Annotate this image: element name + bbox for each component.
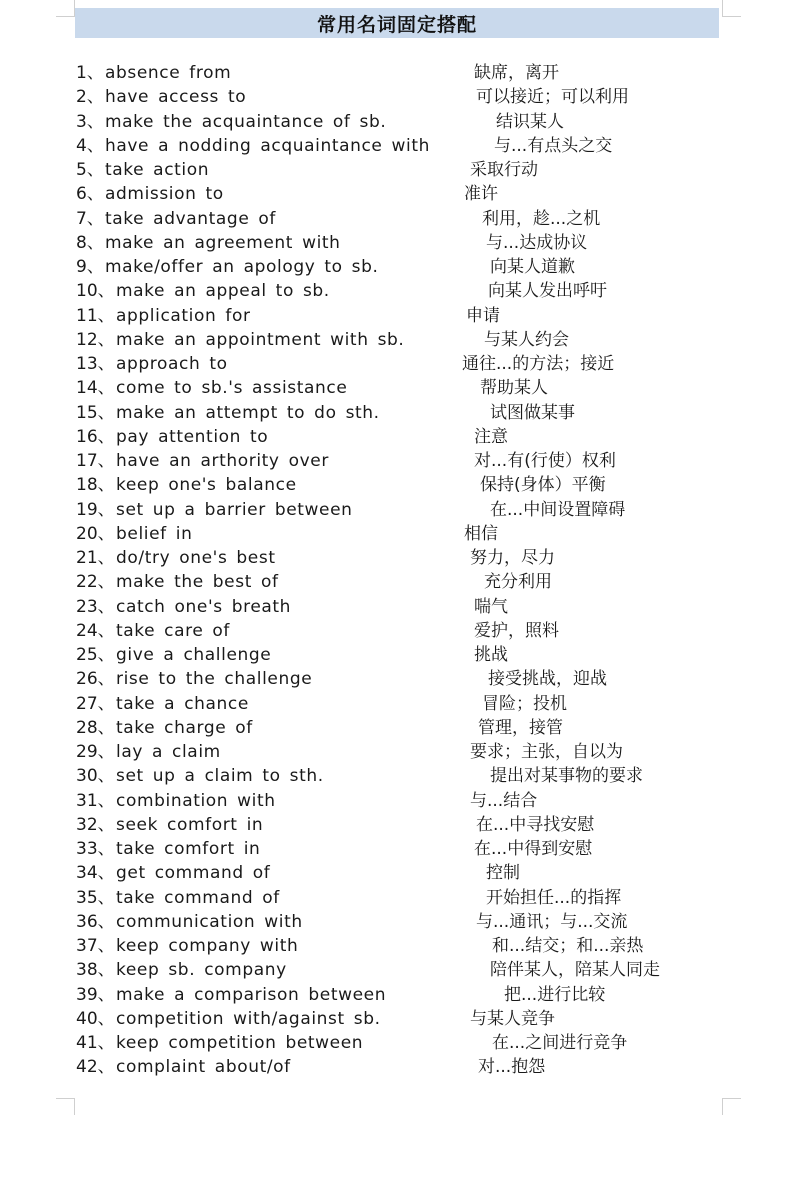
chinese-meaning: 采取行动 <box>470 160 538 180</box>
list-item <box>76 789 736 813</box>
list-item <box>76 522 736 546</box>
list-item <box>76 643 736 667</box>
english-phrase: take command of <box>116 887 280 908</box>
english-phrase: approach to <box>116 354 228 374</box>
item-number: 38、 <box>76 960 115 981</box>
english-phrase: catch one's breath <box>116 596 292 617</box>
item-number: 28、 <box>76 717 115 738</box>
list-item <box>76 740 736 764</box>
english-phrase: combination with <box>116 790 276 811</box>
chinese-meaning: 对...抱怨 <box>478 1057 546 1078</box>
chinese-meaning: 与...有点头之交 <box>494 135 613 156</box>
list-item <box>76 158 736 182</box>
chinese-meaning: 利用，趁...之机 <box>482 208 601 229</box>
chinese-meaning: 充分利用 <box>484 572 552 593</box>
english-phrase: take action <box>105 160 210 180</box>
chinese-meaning: 可以接近；可以利用 <box>476 87 629 108</box>
item-number: 5、 <box>76 160 104 180</box>
chinese-meaning: 帮助某人 <box>480 378 548 399</box>
item-number: 29、 <box>76 742 115 762</box>
chinese-meaning: 与...通讯；与...交流 <box>476 911 628 932</box>
list-item <box>76 231 736 255</box>
item-number: 20、 <box>76 523 115 544</box>
item-number: 31、 <box>76 790 115 811</box>
chinese-meaning: 结识某人 <box>496 111 564 132</box>
chinese-meaning: 与某人竞争 <box>470 1008 555 1029</box>
english-phrase: give a challenge <box>116 645 272 665</box>
item-number: 21、 <box>76 548 115 568</box>
english-phrase: have a nodding acquaintance with <box>105 135 430 156</box>
chinese-meaning: 试图做某事 <box>490 402 575 423</box>
page-corner-mark <box>722 0 741 17</box>
item-number: 18、 <box>76 475 115 496</box>
item-number: 16、 <box>76 426 115 447</box>
list-item <box>76 958 736 982</box>
item-number: 2、 <box>76 87 104 108</box>
english-phrase: keep competition between <box>116 1033 364 1053</box>
item-number: 24、 <box>76 620 115 641</box>
english-phrase: make a comparison between <box>116 984 387 1005</box>
english-phrase: competition with/against sb. <box>116 1008 381 1029</box>
item-number: 42、 <box>76 1057 115 1078</box>
english-phrase: make an agreement with <box>105 232 341 253</box>
list-item <box>76 304 736 328</box>
list-item <box>76 401 736 425</box>
english-phrase: communication with <box>116 911 303 932</box>
item-number: 27、 <box>76 693 115 714</box>
chinese-meaning: 管理，接管 <box>478 717 563 738</box>
english-phrase: take care of <box>116 620 231 641</box>
chinese-meaning: 保持(身体）平衡 <box>480 475 606 496</box>
english-phrase: make the acquaintance of sb. <box>105 111 387 132</box>
english-phrase: absence from <box>105 63 232 83</box>
list-item <box>76 182 736 206</box>
english-phrase: make an appointment with sb. <box>116 329 405 350</box>
item-number: 3、 <box>76 111 104 132</box>
list-item <box>76 983 736 1007</box>
english-phrase: set up a claim to sth. <box>116 766 324 787</box>
item-number: 13、 <box>76 354 115 374</box>
item-number: 34、 <box>76 863 115 884</box>
item-number: 19、 <box>76 499 115 520</box>
item-number: 41、 <box>76 1033 115 1053</box>
chinese-meaning: 开始担任...的指挥 <box>486 887 622 908</box>
english-phrase: lay a claim <box>116 742 221 762</box>
chinese-meaning: 向某人道歉 <box>490 257 575 277</box>
english-phrase: keep sb. company <box>116 960 287 981</box>
english-phrase: take advantage of <box>105 208 276 229</box>
item-number: 37、 <box>76 936 115 956</box>
item-number: 4、 <box>76 135 104 156</box>
item-number: 12、 <box>76 329 115 350</box>
chinese-meaning: 提出对某事物的要求 <box>490 766 643 787</box>
item-number: 23、 <box>76 596 115 617</box>
list-item <box>76 352 736 376</box>
item-number: 39、 <box>76 984 115 1005</box>
list-item <box>76 498 736 522</box>
english-phrase: belief in <box>116 523 193 544</box>
chinese-meaning: 和...结交；和...亲热 <box>492 936 644 956</box>
list-item <box>76 716 736 740</box>
item-number: 22、 <box>76 572 115 593</box>
page-corner-mark <box>56 0 75 17</box>
list-item <box>76 473 736 497</box>
chinese-meaning: 喘气 <box>474 596 508 617</box>
list-item <box>76 837 736 861</box>
chinese-meaning: 与某人约会 <box>484 329 569 350</box>
english-phrase: make/offer an apology to sb. <box>105 257 379 277</box>
item-number: 11、 <box>76 305 115 326</box>
list-item <box>76 570 736 594</box>
item-number: 40、 <box>76 1008 115 1029</box>
chinese-meaning: 与...达成协议 <box>486 232 588 253</box>
list-item <box>76 692 736 716</box>
item-number: 1、 <box>76 63 104 83</box>
chinese-meaning: 努力，尽力 <box>470 548 555 568</box>
chinese-meaning: 在...中间设置障碍 <box>490 499 626 520</box>
english-phrase: admission to <box>105 184 224 205</box>
chinese-meaning: 与...结合 <box>470 790 538 811</box>
chinese-meaning: 爱护，照料 <box>474 620 559 641</box>
item-number: 10、 <box>76 281 115 302</box>
page-corner-mark <box>56 1098 75 1115</box>
english-phrase: make an attempt to do sth. <box>116 402 380 423</box>
list-item <box>76 255 736 279</box>
item-number: 36、 <box>76 911 115 932</box>
page-title: 常用名词固定搭配 <box>316 13 477 36</box>
list-item <box>76 328 736 352</box>
chinese-meaning: 在...之间进行竞争 <box>492 1033 628 1053</box>
list-item <box>76 61 736 85</box>
list-item <box>76 85 736 109</box>
item-number: 32、 <box>76 814 115 835</box>
chinese-meaning: 要求；主张，自以为 <box>470 742 623 762</box>
item-number: 8、 <box>76 232 104 253</box>
item-number: 30、 <box>76 766 115 787</box>
chinese-meaning: 在...中寻找安慰 <box>476 814 595 835</box>
english-phrase: have access to <box>105 87 247 108</box>
list-item <box>76 376 736 400</box>
item-number: 9、 <box>76 257 104 277</box>
chinese-meaning: 相信 <box>464 523 498 544</box>
item-number: 14、 <box>76 378 115 399</box>
list-item <box>76 667 736 691</box>
list-item <box>76 1007 736 1031</box>
list-item <box>76 861 736 885</box>
chinese-meaning: 接受挑战，迎战 <box>488 669 607 690</box>
english-phrase: do/try one's best <box>116 548 276 568</box>
chinese-meaning: 挑战 <box>474 645 508 665</box>
item-number: 25、 <box>76 645 115 665</box>
page-corner-mark <box>722 1098 741 1115</box>
item-number: 35、 <box>76 887 115 908</box>
chinese-meaning: 把...进行比较 <box>504 984 606 1005</box>
list-item <box>76 279 736 303</box>
list-item <box>76 813 736 837</box>
english-phrase: seek comfort in <box>116 814 264 835</box>
list-item <box>76 207 736 231</box>
title-bar <box>75 8 719 38</box>
list-item <box>76 134 736 158</box>
item-number: 7、 <box>76 208 104 229</box>
item-number: 15、 <box>76 402 115 423</box>
phrase-list <box>76 61 736 1080</box>
english-phrase: rise to the challenge <box>116 669 313 690</box>
chinese-meaning: 对...有(行使）权利 <box>474 451 616 471</box>
english-phrase: make an appeal to sb. <box>116 281 330 302</box>
english-phrase: complaint about/of <box>116 1057 291 1078</box>
list-item <box>76 619 736 643</box>
chinese-meaning: 申请 <box>466 305 500 326</box>
english-phrase: set up a barrier between <box>116 499 353 520</box>
list-item <box>76 1031 736 1055</box>
english-phrase: take a chance <box>116 693 249 714</box>
list-item <box>76 934 736 958</box>
list-item <box>76 910 736 934</box>
chinese-meaning: 注意 <box>474 426 508 447</box>
list-item <box>76 595 736 619</box>
list-item <box>76 1055 736 1079</box>
english-phrase: take comfort in <box>116 839 261 859</box>
english-phrase: keep one's balance <box>116 475 297 496</box>
english-phrase: come to sb.'s assistance <box>116 378 348 399</box>
chinese-meaning: 陪伴某人，陪某人同走 <box>490 960 660 981</box>
english-phrase: take charge of <box>116 717 253 738</box>
list-item <box>76 110 736 134</box>
english-phrase: keep company with <box>116 936 299 956</box>
list-item <box>76 886 736 910</box>
chinese-meaning: 向某人发出呼吁 <box>488 281 607 302</box>
chinese-meaning: 缺席，离开 <box>474 63 559 83</box>
chinese-meaning: 控制 <box>486 863 520 884</box>
item-number: 6、 <box>76 184 104 205</box>
list-item <box>76 425 736 449</box>
chinese-meaning: 冒险；投机 <box>482 693 567 714</box>
list-item <box>76 546 736 570</box>
chinese-meaning: 准许 <box>464 184 498 205</box>
list-item <box>76 449 736 473</box>
english-phrase: make the best of <box>116 572 279 593</box>
english-phrase: have an arthority over <box>116 451 329 471</box>
chinese-meaning: 通往...的方法；接近 <box>462 354 615 374</box>
english-phrase: pay attention to <box>116 426 269 447</box>
item-number: 17、 <box>76 451 115 471</box>
english-phrase: application for <box>116 305 251 326</box>
english-phrase: get command of <box>116 863 271 884</box>
item-number: 26、 <box>76 669 115 690</box>
list-item <box>76 764 736 788</box>
chinese-meaning: 在...中得到安慰 <box>474 839 593 859</box>
item-number: 33、 <box>76 839 115 859</box>
